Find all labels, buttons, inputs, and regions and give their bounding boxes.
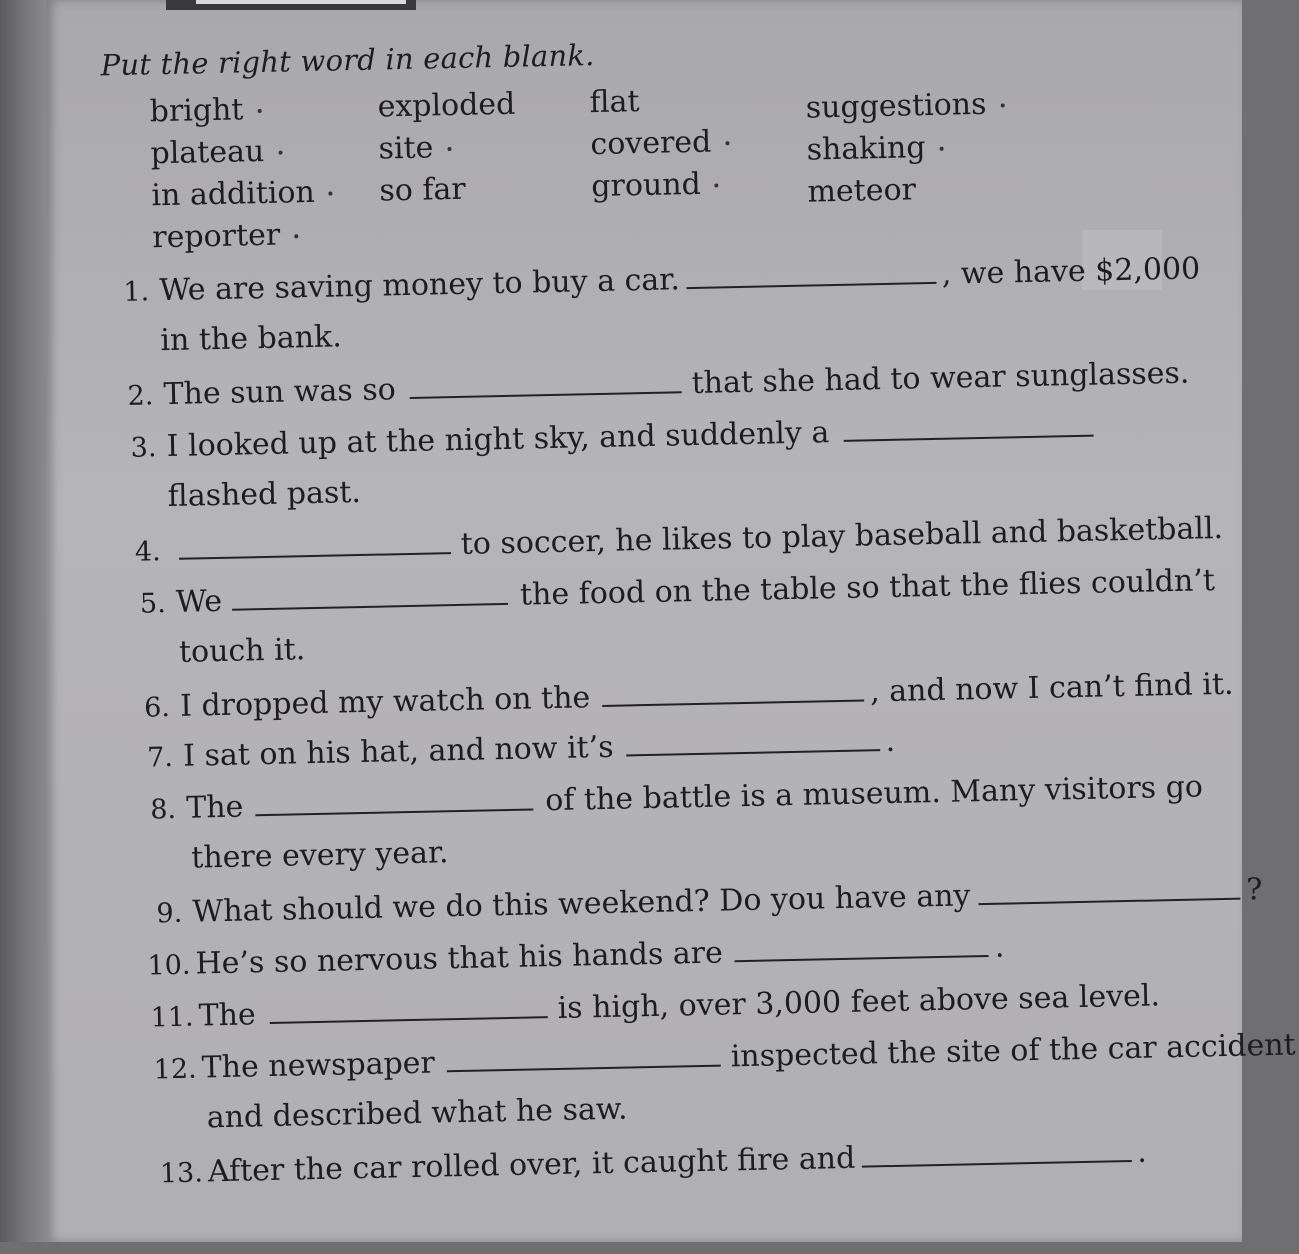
exercise-item-11: [150, 976, 1160, 1037]
item-number: 7.: [146, 741, 174, 774]
item-text: to soccer, he likes to play baseball and basketball.: [460, 510, 1224, 562]
answer-blank[interactable]: [734, 929, 989, 962]
item-text: I sat on his hat, and now it’s: [182, 729, 614, 774]
item-number: 13.: [159, 1157, 204, 1190]
exercise-item-12: [153, 1026, 1296, 1090]
exercise-item-1: [123, 249, 1201, 312]
word-bank-word: flat: [589, 84, 640, 121]
item-text: .: [885, 723, 896, 760]
exercise-item-6: [144, 665, 1234, 728]
check-mark-icon: [278, 151, 282, 155]
exercise-item-13: [159, 1133, 1147, 1194]
check-mark-icon: [329, 192, 333, 196]
answer-blank[interactable]: [446, 1039, 721, 1073]
word-bank-word: meteor: [807, 172, 917, 210]
item-text: I dropped my watch on the: [179, 680, 591, 724]
word-bank-word: bright: [149, 88, 331, 134]
answer-blank[interactable]: [178, 526, 451, 560]
exercise-item-9: [156, 870, 1263, 933]
item-number: 12.: [153, 1053, 198, 1086]
word-bank-word: shaking: [806, 125, 1006, 171]
exercise-item-7: [147, 722, 896, 778]
answer-blank[interactable]: [255, 782, 534, 816]
answer-blank[interactable]: [269, 990, 548, 1024]
item-text: that she had to wear sunglasses.: [691, 355, 1190, 402]
item-text: of the battle is a museum. Many visitors go: [544, 769, 1204, 819]
answer-blank[interactable]: [602, 673, 865, 706]
item-text: The newspaper: [201, 1045, 436, 1086]
word-bank-word: suggestions: [805, 83, 1005, 129]
word-bank-word: exploded: [377, 86, 516, 125]
exercise-item-5-continued: touch it.: [178, 632, 306, 670]
word-bank-column-2: [377, 84, 517, 213]
check-mark-icon: [715, 183, 719, 187]
item-text: The sun was so: [163, 372, 397, 413]
item-text: He’s so nervous that his hands are: [195, 935, 724, 982]
item-text: the food on the table so that the flies couldn’t: [519, 563, 1216, 613]
check-mark-icon: [939, 147, 943, 151]
word-bank-column-3: [589, 79, 730, 208]
exercise-item-3: [130, 408, 1099, 468]
exercise-item-8: [150, 767, 1203, 829]
check-mark-icon: [294, 234, 298, 238]
exercise-item-12-continued: and described what he saw.: [206, 1091, 628, 1136]
word-bank-word: site: [378, 126, 517, 171]
item-text: , and now I can’t find it.: [869, 666, 1234, 710]
word-bank-word: so far: [379, 171, 467, 209]
word-bank-column-4: [805, 83, 1006, 213]
answer-blank[interactable]: [685, 256, 936, 289]
item-text: The: [198, 997, 257, 1034]
item-number: 9.: [156, 897, 183, 930]
item-number: 5.: [139, 588, 167, 620]
item-number: 8.: [149, 793, 177, 826]
exercise-item-3-continued: flashed past.: [167, 474, 362, 515]
check-mark-icon: [257, 109, 261, 113]
answer-blank[interactable]: [978, 872, 1241, 905]
exercise-item-5: [140, 561, 1216, 624]
exercise-instructions: Put the right word in each blank.: [100, 37, 595, 83]
answer-blank[interactable]: [232, 577, 509, 611]
exercise-item-8-continued: there every year.: [190, 835, 449, 876]
item-number: 1.: [123, 276, 150, 308]
item-number: 3.: [130, 432, 157, 464]
item-text: What should we do this weekend? Do you have any: [192, 878, 971, 930]
item-number: 10.: [147, 949, 191, 982]
item-text: I looked up at the night sky, and suddenly a: [166, 415, 830, 465]
word-bank-word: plateau: [150, 130, 332, 176]
check-mark-icon: [1000, 103, 1004, 107]
item-text: We are saving money to buy a car.: [159, 262, 681, 309]
word-bank-column-1: [149, 88, 334, 260]
exercise-item-1-continued: in the bank.: [160, 319, 343, 359]
item-text: , we have $2,000: [941, 251, 1201, 292]
item-text: is high, over 3,000 feet above sea level.: [557, 978, 1161, 1026]
exercise-item-10: [147, 928, 1005, 986]
answer-blank[interactable]: [861, 1134, 1132, 1168]
item-number: 6.: [143, 692, 171, 724]
item-text: The: [185, 789, 244, 826]
exercise-item-2: [127, 354, 1190, 416]
word-bank-word: covered: [590, 121, 730, 166]
exercise-item-4: [134, 509, 1223, 572]
word-bank-word: ground: [591, 163, 731, 208]
item-text: .: [994, 929, 1005, 965]
answer-blank[interactable]: [625, 723, 880, 756]
item-text: inspected the site of the car accident: [730, 1027, 1296, 1075]
item-number: 11.: [150, 1001, 194, 1034]
answer-blank[interactable]: [409, 365, 682, 399]
item-number: 4.: [134, 536, 161, 568]
item-text: After the car rolled over, it caught fire and: [207, 1140, 856, 1190]
word-bank-word: in addition: [151, 172, 333, 218]
header-rule-highlight: [196, 0, 406, 4]
item-text: .: [1136, 1134, 1148, 1170]
item-text: [1099, 410, 1100, 445]
check-mark-icon: [725, 141, 729, 145]
answer-blank[interactable]: [843, 409, 1094, 442]
check-mark-icon: [447, 147, 451, 151]
item-text: ?: [1245, 872, 1263, 908]
item-number: 2.: [127, 380, 154, 412]
item-text: We: [175, 583, 223, 620]
word-bank-word: reporter: [152, 214, 334, 260]
